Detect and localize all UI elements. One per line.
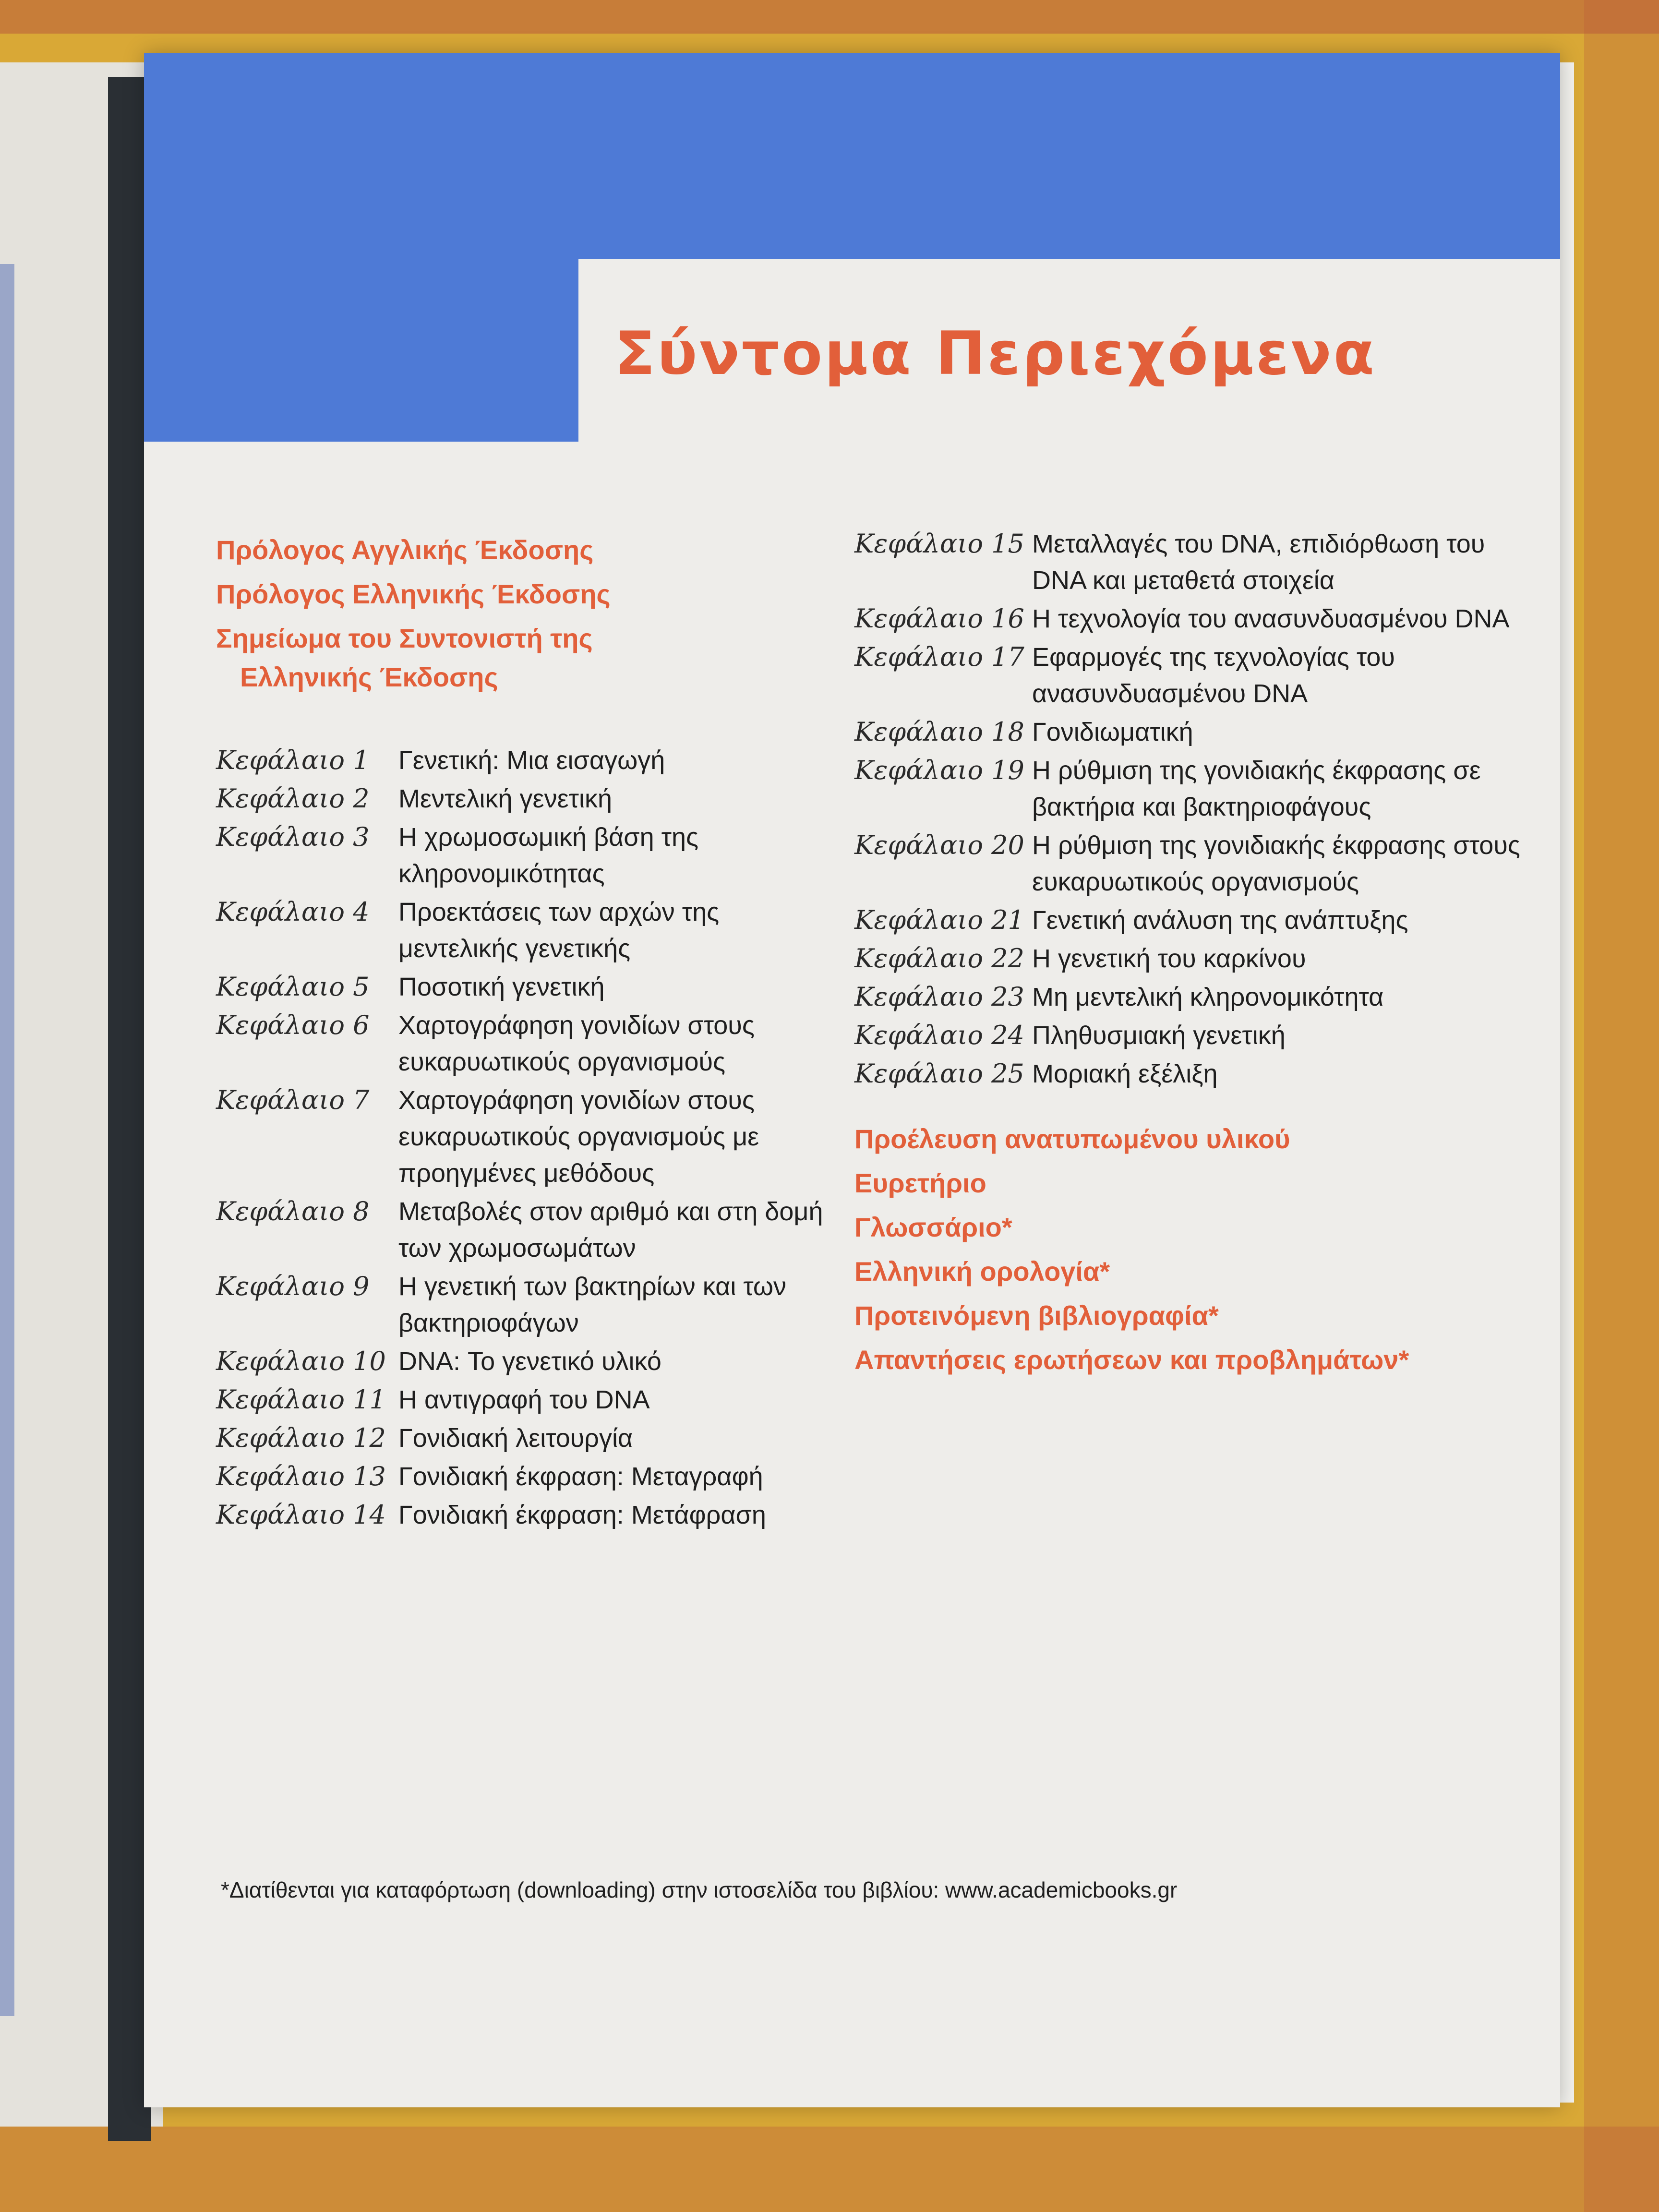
back-matter-item: Γλωσσάριο* <box>854 1212 1012 1242</box>
chapter-entry <box>854 601 1527 637</box>
chapter-number: Κεφάλαιο 4 <box>216 897 370 927</box>
chapter-list-right <box>854 526 1527 1092</box>
chapter-entry <box>854 902 1527 938</box>
chapter-entry <box>216 969 840 1005</box>
chapter-number: Κεφάλαιο 3 <box>216 822 370 852</box>
chapter-number: Κεφάλαιο 6 <box>216 1010 370 1040</box>
front-matter <box>216 528 840 694</box>
chapter-title: Γονιδιακή λειτουργία <box>398 1424 633 1453</box>
chapter-entry <box>854 827 1527 900</box>
back-matter <box>854 1117 1527 1382</box>
back-matter-item: Ελληνική ορολογία* <box>854 1256 1110 1286</box>
chapter-title: Η τεχνολογία του ανασυνδυασμένου DNA <box>1032 604 1510 633</box>
chapter-entry <box>216 1268 840 1341</box>
chapter-entry <box>216 819 840 892</box>
chapter-entry <box>216 1343 840 1380</box>
chapter-title: Η γενετική του καρκίνου <box>1032 944 1306 973</box>
chapter-number: Κεφάλαιο 20 <box>854 830 1024 860</box>
chapter-entry <box>216 1458 840 1495</box>
chapter-entry <box>216 1193 840 1266</box>
chapter-number: Κεφάλαιο 24 <box>854 1020 1024 1050</box>
chapter-title: Χαρτογράφηση γονιδίων στους ευκαρυωτικούς οργανισμούς <box>398 1011 755 1076</box>
chapter-entry <box>216 1420 840 1456</box>
chapter-title: Μεταλλαγές του DNA, επιδιόρθωση του DNA και μεταθετά στοιχεία <box>1032 529 1485 595</box>
chapter-entry <box>854 526 1527 599</box>
chapter-number: Κεφάλαιο 16 <box>854 603 1024 634</box>
chapter-title: Μεντελική γενετική <box>398 784 612 813</box>
front-matter-item: Πρόλογος Αγγλικής Έκδοσης <box>216 535 594 565</box>
chapter-list-left <box>216 742 840 1533</box>
fabric-stripe <box>1584 0 1659 2212</box>
back-matter-item: Προτεινόμενη βιβλιογραφία* <box>854 1300 1219 1331</box>
chapter-entry <box>216 742 840 779</box>
chapter-number: Κεφάλαιο 10 <box>216 1346 386 1376</box>
chapter-number: Κεφάλαιο 21 <box>854 905 1024 935</box>
chapter-title: Μοριακή εξέλιξη <box>1032 1059 1218 1088</box>
chapter-entry <box>216 894 840 967</box>
chapter-title: Η γενετική των βακτηρίων και των βακτηριοφάγων <box>398 1272 787 1337</box>
chapter-number: Κεφάλαιο 9 <box>216 1271 370 1301</box>
fabric-stripe <box>0 0 1659 34</box>
chapter-entry <box>854 1017 1527 1054</box>
chapter-entry <box>854 714 1527 750</box>
chapter-number: Κεφάλαιο 22 <box>854 943 1024 974</box>
front-matter-item-continued: Ελληνικής Έκδοσης <box>240 662 498 692</box>
chapter-title: Μεταβολές στον αριθμό και στη δομή των χρωμοσωμάτων <box>398 1197 823 1262</box>
chapter-title: Πληθυσμιακή γενετική <box>1032 1021 1286 1050</box>
chapter-entry <box>854 639 1527 712</box>
chapter-entry <box>854 752 1527 825</box>
chapter-number: Κεφάλαιο 13 <box>216 1461 386 1491</box>
chapter-entry <box>854 1056 1527 1092</box>
chapter-title: Η χρωμοσωμική βάση της κληρονομικότητας <box>398 823 699 888</box>
header-band <box>144 53 1560 259</box>
page-title: Σύντομα Περιεχόμενα <box>614 319 1376 388</box>
chapter-number: Κεφάλαιο 11 <box>216 1384 386 1415</box>
chapter-number: Κεφάλαιο 7 <box>216 1085 370 1115</box>
chapter-title: DNA: Το γενετικό υλικό <box>398 1347 661 1376</box>
left-page-inner-margin <box>0 264 14 2016</box>
chapter-entry <box>854 940 1527 977</box>
chapter-number: Κεφάλαιο 25 <box>854 1058 1024 1089</box>
back-matter-item: Προέλευση ανατυπωμένου υλικού <box>854 1124 1290 1154</box>
back-matter-item: Απαντήσεις ερωτήσεων και προβλημάτων* <box>854 1345 1409 1375</box>
chapter-entry <box>216 1382 840 1418</box>
chapter-number: Κεφάλαιο 14 <box>216 1500 386 1530</box>
chapter-title: Χαρτογράφηση γονιδίων στους ευκαρυωτικούς οργανισμούς με προηγμένες μεθόδους <box>398 1086 759 1188</box>
chapter-title: Η αντιγραφή του DNA <box>398 1385 650 1414</box>
fabric-stripe <box>0 2127 1659 2212</box>
chapter-number: Κεφάλαιο 5 <box>216 972 370 1002</box>
chapter-number: Κεφάλαιο 18 <box>854 717 1024 747</box>
contents-page <box>144 53 1560 2107</box>
chapter-title: Γενετική ανάλυση της ανάπτυξης <box>1032 906 1408 935</box>
chapter-entry <box>216 1007 840 1080</box>
chapter-title: Η ρύθμιση της γονιδιακής έκφρασης στους ευκαρυωτικούς οργανισμούς <box>1032 831 1520 896</box>
chapter-number: Κεφάλαιο 19 <box>854 755 1024 785</box>
footnote: *Διατίθενται για καταφόρτωση (downloading) στην ιστοσελίδα του βιβλίου: www.academicbooks.gr <box>221 1877 1178 1902</box>
chapter-title: Γονιδιωματική <box>1032 718 1193 746</box>
chapter-title: Εφαρμογές της τεχνολογίας του ανασυνδυασμένου DNA <box>1032 643 1395 708</box>
contents-column-right <box>854 526 1527 1382</box>
chapter-number: Κεφάλαιο 15 <box>854 529 1024 559</box>
contents-column-left <box>216 528 840 1535</box>
chapter-entry <box>216 1497 840 1533</box>
back-matter-item: Ευρετήριο <box>854 1168 986 1198</box>
chapter-title: Γονιδιακή έκφραση: Μετάφραση <box>398 1501 766 1529</box>
chapter-number: Κεφάλαιο 2 <box>216 783 370 814</box>
chapter-title: Μη μεντελική κληρονομικότητα <box>1032 983 1384 1011</box>
chapter-number: Κεφάλαιο 1 <box>216 745 370 775</box>
header-band-left <box>144 259 578 442</box>
chapter-entry <box>216 781 840 817</box>
chapter-number: Κεφάλαιο 8 <box>216 1196 370 1226</box>
chapter-entry <box>216 1082 840 1191</box>
chapter-entry <box>854 979 1527 1015</box>
front-matter-item: Σημείωμα του Συντονιστή της <box>216 623 593 653</box>
chapter-title: Ποσοτική γενετική <box>398 973 605 1001</box>
chapter-title: Γενετική: Μια εισαγωγή <box>398 746 665 775</box>
chapter-number: Κεφάλαιο 12 <box>216 1423 386 1453</box>
chapter-title: Προεκτάσεις των αρχών της μεντελικής γενετικής <box>398 898 720 963</box>
chapter-number: Κεφάλαιο 23 <box>854 982 1024 1012</box>
chapter-title: Η ρύθμιση της γονιδιακής έκφρασης σε βακτήρια και βακτηριοφάγους <box>1032 756 1481 821</box>
chapter-number: Κεφάλαιο 17 <box>854 642 1024 672</box>
chapter-title: Γονιδιακή έκφραση: Μεταγραφή <box>398 1462 763 1491</box>
front-matter-item: Πρόλογος Ελληνικής Έκδοσης <box>216 579 611 609</box>
